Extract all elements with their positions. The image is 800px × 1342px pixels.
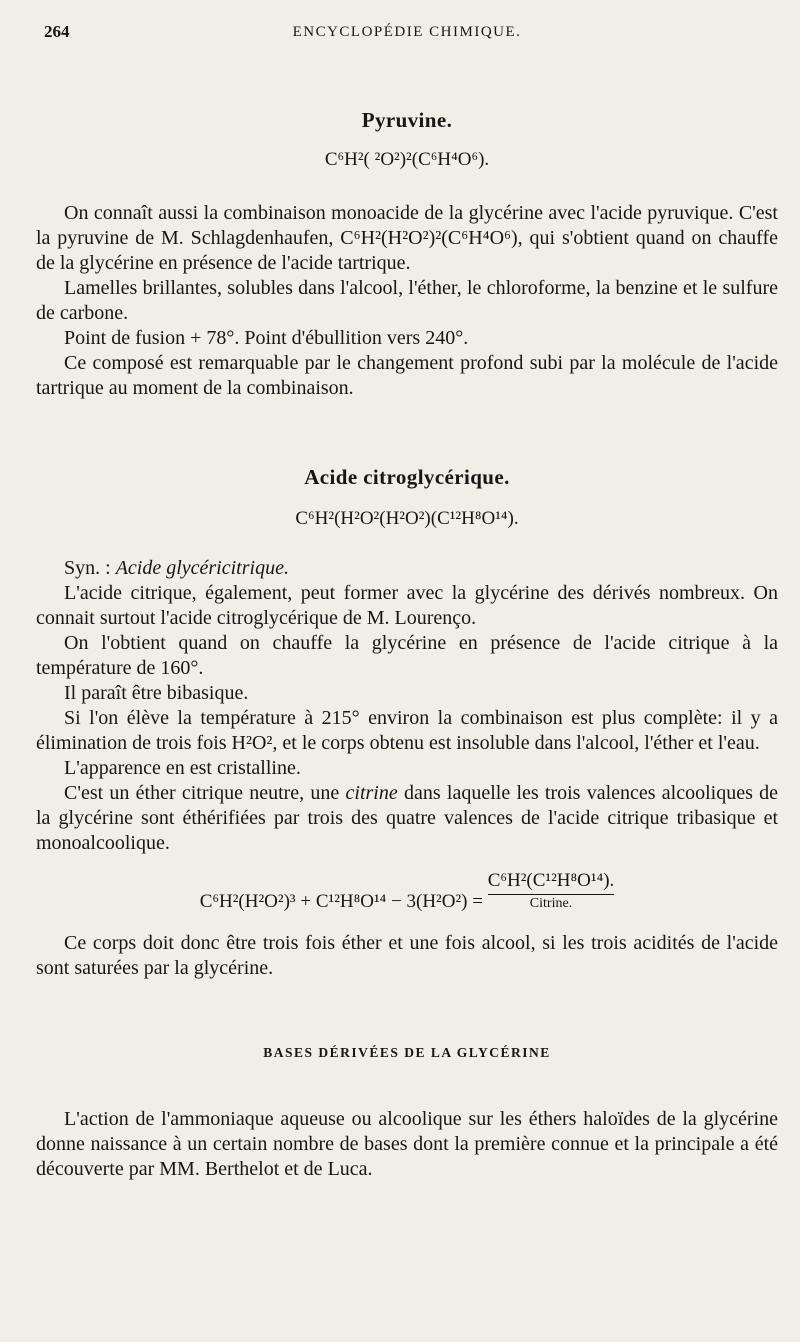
page-body [36, 100, 778, 1182]
citro-text-6a: C'est un éther citrique neutre, une [64, 782, 346, 804]
running-title: ENCYCLOPÉDIE CHIMIQUE. [292, 24, 522, 40]
formula-citroglycerique: C⁶H²(H²O²(H²O²)(C¹²H⁸O¹⁴). [295, 508, 519, 529]
equation-lhs: C⁶H²(H²O²)³ + C¹²H⁸O¹⁴ − 3(H²O²) = [199, 891, 488, 912]
paragraph [36, 201, 778, 276]
paragraph [36, 931, 778, 981]
synonym-value: Acide glycéricitrique. [115, 557, 289, 579]
paragraph [36, 1107, 778, 1182]
bases-text-1: L'action de l'ammoniaque aqueuse ou alcoolique sur les éthers haloïdes de la glycérine donne naissance à un certain nombre de bases dont la première connue et la principale a été découverte par MM. Berthelot et de Luca. [36, 1108, 778, 1180]
paragraph [36, 351, 778, 401]
pyruvine-text-3: Point de fusion + 78°. Point d'ébullition vers 240°. [64, 327, 469, 349]
pyruvine-text-2: Lamelles brillantes, solubles dans l'alcool, l'éther, le chloroforme, la benzine et le sulfure de carbone. [36, 277, 778, 324]
paragraph [36, 781, 778, 856]
paragraph [36, 581, 778, 631]
paragraph [36, 706, 778, 756]
paragraph [36, 681, 778, 706]
citro-text-7: Ce corps doit donc être trois fois éther et une fois alcool, si les trois acidités de l'acide sont saturées par la glycérine. [36, 932, 778, 979]
pyruvine-text-4: Ce composé est remarquable par le changement profond subi par la molécule de l'acide tartrique au moment de la combinaison. [36, 352, 778, 399]
equation-rhs-group [488, 870, 615, 912]
equation-citrine [36, 870, 778, 913]
citro-text-1: L'acide citrique, également, peut former avec la glycérine des dérivés nombreux. On connait surtout l'acide citroglycérique de M. Lourenço. [36, 582, 778, 629]
page-header [44, 22, 770, 46]
pyruvine-text-1: On connaît aussi la combinaison monoacide de la glycérine avec l'acide pyruvique. C'est la pyruvine de M. Schlagdenhaufen, C⁶H²(H²O²)²(C⁶H⁴O⁶), qui s'obtient quand on chauffe de la glycérine en présence de l'acide tartrique. [36, 202, 778, 274]
page-number: 264 [44, 22, 70, 41]
paragraph [36, 326, 778, 351]
equation-label-citrine: Citrine. [529, 896, 573, 911]
citro-text-4: Si l'on élève la température à 215° environ la combinaison est plus complète: il y a élimination de trois fois H²O², et le corps obtenu est insoluble dans l'alcool, l'éther et l'eau. [36, 707, 778, 754]
paragraph [36, 756, 778, 781]
section-title-pyruvine: Pyruvine. [361, 108, 453, 132]
synonym-label: Syn. : [64, 557, 116, 579]
section-title-citroglycerique: Acide citroglycérique. [304, 465, 510, 489]
citro-text-6b: dans laquelle les trois valences alcooliques de la glycérine sont éthérifiées par trois des quatre valences de l'acide citrique tribasique et monoalcoolique. [36, 782, 779, 854]
citro-text-5: L'apparence en est cristalline. [64, 757, 301, 779]
section-heading-bases: BASES DÉRIVÉES DE LA GLYCÉRINE [263, 1045, 551, 1060]
paragraph [36, 631, 778, 681]
equation-rhs: C⁶H²(C¹²H⁸O¹⁴). [487, 870, 615, 891]
formula-pyruvine: C⁶H²( ²O²)²(C⁶H⁴O⁶). [324, 149, 490, 170]
citrine-term: citrine [345, 782, 398, 804]
paragraph [36, 276, 778, 326]
synonym-line [36, 556, 778, 581]
underbrace [488, 894, 615, 895]
citro-text-2: On l'obtient quand on chauffe la glycérine en présence de l'acide citrique à la température de 160°. [36, 632, 778, 679]
citro-text-3: Il paraît être bibasique. [64, 682, 249, 704]
